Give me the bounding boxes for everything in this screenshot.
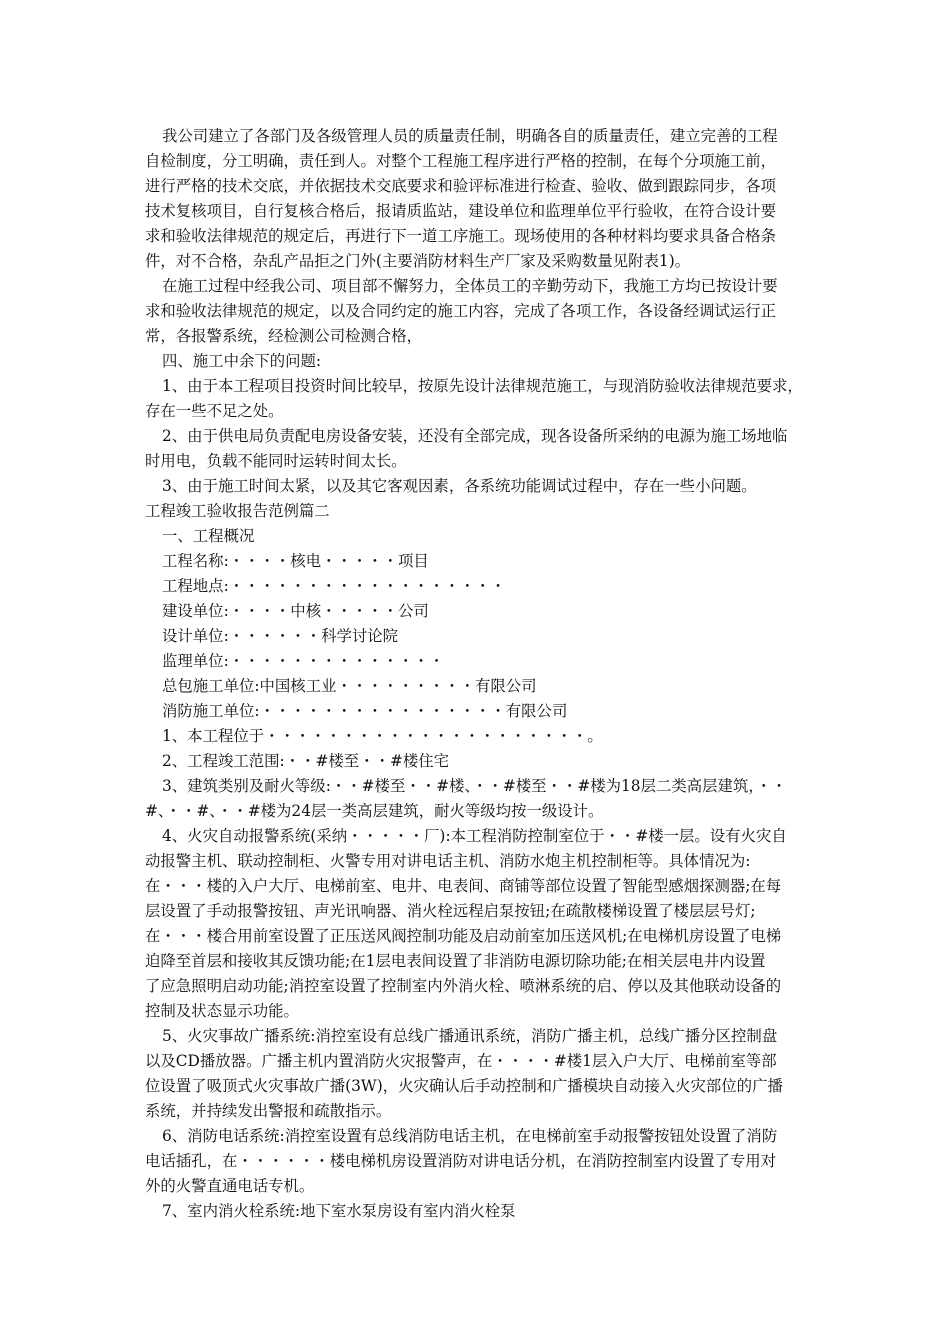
text-line: 7、室内消火栓系统:地下室水泵房设有室内消火栓泵	[162, 1202, 516, 1220]
text-line: 层设置了手动报警按钮、声光讯响器、消火栓远程启泵按钮;在疏散楼梯设置了楼层层号灯;	[145, 902, 756, 920]
text-line: 件，对不合格，杂乱产品拒之门外(主要消防材料生产厂家及采购数量见附表1)。	[145, 252, 691, 270]
text-line: 监理单位:・・・・・・・・・・・・・・	[162, 652, 445, 670]
text-line: 1、本工程位于・・・・・・・・・・・・・・・・・・・・・。	[162, 727, 603, 745]
text-line: 技术复核项目，自行复核合格后，报请质监站，建设单位和监理单位平行验收，在符合设计要	[145, 202, 777, 220]
text-line: 系统，并持续发出警报和疏散指示。	[145, 1102, 392, 1120]
text-line: 了应急照明启动功能;消控室设置了控制室内外消火栓、喷淋系统的启、停以及其他联动设备的	[145, 977, 782, 995]
text-line: #、・・#、・・#楼为24层一类高层建筑，耐火等级均按一级设计。	[145, 802, 604, 820]
text-line: 存在一些不足之处。	[145, 402, 284, 420]
text-line: 在・・・楼的入户大厅、电梯前室、电井、电表间、商铺等部位设置了智能型感烟探测器;在每	[145, 877, 782, 895]
text-line: 进行严格的技术交底，并依据技术交底要求和验评标准进行检查、验收、做到跟踪同步，各项	[145, 177, 777, 195]
text-line: 在施工过程中经我公司、项目部不懈努力，全体员工的辛勤劳动下，我施工方均已按设计要	[162, 277, 778, 295]
text-line: 4、火灾自动报警系统(采纳・・・・・厂):本工程消防控制室位于・・#楼一层。设有火灾自	[162, 827, 787, 845]
text-line: 在・・・楼合用前室设置了正压送风阀控制功能及启动前室加压送风机;在电梯机房设置了电梯	[145, 927, 782, 945]
text-line: 常，各报警系统，经检测公司检测合格，	[145, 327, 423, 345]
text-line: 1、由于本工程项目投资时间比较早，按原先设计法律规范施工，与现消防验收法律规范要求，	[162, 377, 803, 395]
text-line: 2、由于供电局负责配电房设备安装，还没有全部完成，现各设备所采纳的电源为施工场地临	[162, 427, 788, 445]
text-line: 电话插孔，在・・・・・・楼电梯机房设置消防对讲电话分机，在消防控制室内设置了专用对	[145, 1152, 777, 1170]
text-line: 5、火灾事故广播系统:消控室设有总线广播通讯系统，消防广播主机，总线广播分区控制盘	[162, 1027, 778, 1045]
text-line: 自检制度，分工明确，责任到人。对整个工程施工程序进行严格的控制，在每个分项施工前，	[145, 152, 777, 170]
text-line: 3、建筑类别及耐火等级:・・#楼至・・#楼、・・#楼至・・#楼为18层二类高层建筑，・・	[162, 777, 787, 795]
text-line: 求和验收法律规范的规定后，再进行下一道工序施工。现场使用的各种材料均要求具备合格条	[145, 227, 777, 245]
text-line: 四、施工中余下的问题:	[162, 352, 322, 370]
text-line: 工程名称:・・・・核电・・・・・项目	[162, 552, 429, 570]
text-line: 2、工程竣工范围:・・#楼至・・#楼住宅	[162, 752, 450, 770]
document-body	[145, 124, 817, 1224]
text-line: 6、消防电话系统:消控室设置有总线消防电话主机，在电梯前室手动报警按钮处设置了消防	[162, 1127, 778, 1145]
text-line: 我公司建立了各部门及各级管理人员的质量责任制，明确各自的质量责任，建立完善的工程	[162, 127, 778, 145]
text-line: 3、由于施工时间太紧，以及其它客观因素，各系统功能调试过程中，存在一些小问题。	[162, 477, 757, 495]
text-line: 工程地点:・・・・・・・・・・・・・・・・・・	[162, 577, 506, 595]
text-line: 以及CD播放器。广播主机内置消防火灾报警声，在・・・・#楼1层入户大厅、电梯前室等部	[145, 1052, 777, 1070]
text-line: 外的火警直通电话专机。	[145, 1177, 315, 1195]
text-line: 建设单位:・・・・中核・・・・・公司	[162, 602, 429, 620]
text-line: 动报警主机、联动控制柜、火警专用对讲电话主机、消防水炮主机控制柜等。具体情况为:	[145, 852, 751, 870]
text-line: 时用电，负载不能同时运转时间太长。	[145, 452, 407, 470]
text-line: 设计单位:・・・・・・科学讨论院	[162, 627, 399, 645]
text-line: 迫降至首层和接收其反馈功能;在1层电表间设置了非消防电源切除功能;在相关层电井内设置	[145, 952, 766, 970]
text-line: 求和验收法律规范的规定，以及合同约定的施工内容，完成了各项工作，各设备经调试运行正	[145, 302, 777, 320]
text-line: 控制及状态显示功能。	[145, 1002, 299, 1020]
text-line: 消防施工单位:・・・・・・・・・・・・・・・・有限公司	[162, 702, 568, 720]
text-line: 工程竣工验收报告范例篇二	[145, 502, 330, 520]
text-line: 一、工程概况	[162, 527, 255, 545]
text-line: 总包施工单位:中国核工业・・・・・・・・・有限公司	[162, 677, 537, 695]
text-line: 位设置了吸顶式火灾事故广播(3W)，火灾确认后手动控制和广播模块自动接入火灾部位的广播	[145, 1077, 783, 1095]
